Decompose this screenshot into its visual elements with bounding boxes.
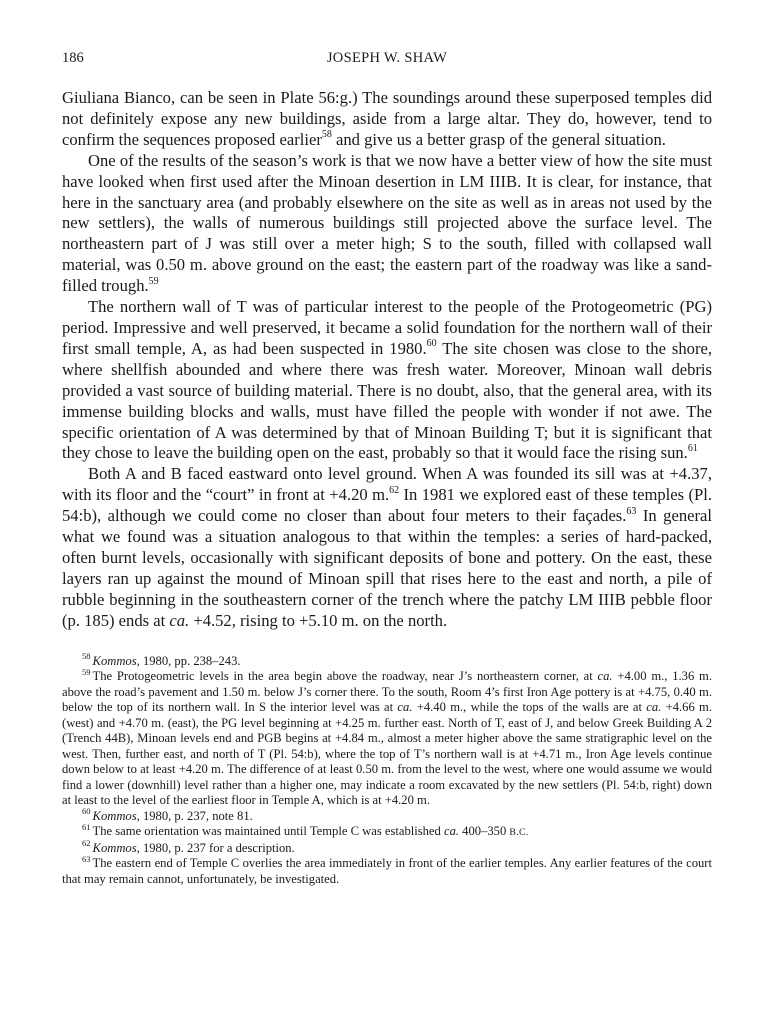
footnote-ref-59[interactable]: 59 <box>148 275 159 287</box>
footnote-ref-58[interactable]: 58 <box>321 129 332 141</box>
footnote-62: $^{62}$ Kommos, 1980, p. 237 for a description. <box>82 838 295 855</box>
footnote-58: $^{58}$ Kommos, 1980, pp. 238–243. <box>82 651 241 668</box>
footnote-ref-61[interactable]: 61 <box>687 442 698 454</box>
paragraph-1: Giuliana Bianco, can be seen in Plate 56:g.) The soundings around these superposed temples did not definitely expose any new buildings, aside from a large altar. They do, however, tend to confirm the sequences proposed earlier$^{58}$ and give us a better grasp of the general situation. <box>62 88 712 149</box>
paragraph-4: Both A and B faced eastward onto level ground. When A was founded its sill was at +4.37, with its floor and the “court” in front at +4.20 m.$^{62}$ In 1981 we explored east of these temples (Pl. 54:b), although we could come no closer than about four meters to their façades.$^{63}$ In general what we found was a situation analogous to that within the temples: a series of hard-packed, often burnt levels, occasionally with significant deposits of bone and pottery. On the east, these layers ran up against the mound of Minoan spill that rises here to the east and north, a pile of rubble beginning in the southeastern corner of the trench where the patchy LM IIIB pebble floor (p. 185) ends at ca. +4.52, rising to +5.10 m. on the north. <box>62 464 712 630</box>
footnotes <box>62 651 712 888</box>
page-header <box>62 50 712 72</box>
footnote-ref-62[interactable]: 62 <box>389 484 400 496</box>
footnote-61: $^{61}$ The same orientation was maintained until Temple C was established ca. 400–350 B.C. <box>82 821 529 839</box>
paragraph-2: One of the results of the season’s work is that we now have a better view of how the site must have looked when first used after the Minoan desertion in LM IIIB. It is clear, for instance, that here in the sanctuary area (and probably elsewhere on the site as well as in areas not used by the new settlers), the walls of numerous buildings still projected above the surface level. The northeastern part of J was still over a meter high; S to the south, filled with collapsed wall material, was 0.50 m. above ground on the east; the eastern part of the roadway was like a sand-filled trough.$^{59}$ <box>62 150 712 296</box>
running-head: JOSEPH W. SHAW <box>326 50 448 66</box>
footnote-ref-60[interactable]: 60 <box>426 338 437 350</box>
page <box>62 50 712 887</box>
footnote-63: $^{63}$ The eastern end of Temple C overlies the area immediately in front of the earlier temples. Any earlier features of the court that may remain cannot, unfortunately, be investigated. <box>62 853 712 886</box>
paragraph-3: The northern wall of T was of particular interest to the people of the Protogeometric (PG) period. Impressive and well preserved, it became a solid foundation for the northern wall of their first small temple, A, as had been suspected in 1980.60 The site chosen was close to the shore, where shellfish abounded and where there was fresh water. Moreover, Minoan wall debris provided a vast source of building material. There is no doubt, also, that the general area, with its immense building blocks and walls, must have filled the people with wonder if not awe. The specific orientation of A was determined by that of Minoan Building T; but it is significant that they chose to leave the building open on the east, probably so that it would face the rising sun.$^{61}$ <box>62 297 712 463</box>
footnote-59: $^{59}$ The Protogeometric levels in the area begin above the roadway, near J’s northeastern corner, at ca. +4.00 m., 1.36 m. above the road’s pavement and 1.50 m. below J’s corner there. To the south, Room 4’s first Iron Age pottery is at +4.75, 0.40 m. below the top of its northern wall. In S the interior level was at ca. +4.40 m., while the tops of the walls are at ca. +4.66 m. (west) and +4.70 m. (east), the PG level beginning at +4.25 m. further east. North of T, east of J, and below Greek Building A 2 (Trench 44B), Minoan levels end and PGB begins at +4.84 m., almost a meter higher above the same stratigraphic level on the west. Then, further east, and north of T (Pl. 54:b), where the top of T’s northern wall is at +4.71 m., Iron Age levels continue down below to at least +4.20 m. The difference of at least 0.50 m. from the level to the west, where one would assume we would find a lower (downhill) level rather than a higher one, may indicate a room excavated by the new settlers (Pl. 54:b, right) down at least to the level of the earliest floor in Temple A, which is at +4.20 m. <box>62 666 712 808</box>
footnote-60: $^{60}$ Kommos, 1980, p. 237, note 81. <box>82 806 253 823</box>
page-number: 186 <box>62 50 84 66</box>
body-text <box>62 88 712 632</box>
footnote-ref-63[interactable]: 63 <box>626 505 637 517</box>
